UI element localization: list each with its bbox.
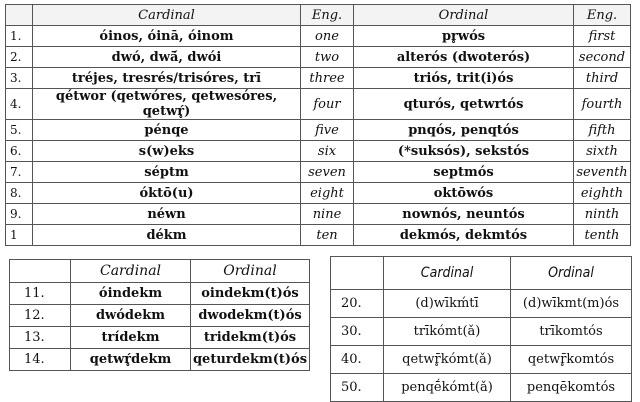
ordinal-cell: penqēkomtós [511,374,632,402]
cardinal-cell: dwó, dwā́, dwói [33,47,301,68]
header-cardinal: Cardinal [384,257,511,290]
row-number: 8. [6,183,33,204]
table-row [10,349,310,371]
row-number: 13. [10,327,71,349]
cardinal-cell: óinos, óinā, óinom [33,26,301,47]
ordinal-cell: qturós, qetwrtós [354,89,574,120]
ordinal-cell: alterós (dwoterós) [354,47,574,68]
cardinal-cell: (d)wīkḿtī [384,290,511,318]
ordinal-cell: (*suksós), sekstós [354,141,574,162]
table-row [331,290,632,318]
row-number: 50. [331,374,384,402]
ordinal-cell: oindekm(t)ós [191,283,310,305]
ordinal-cell: pr̥wós [354,26,574,47]
table-row [331,374,632,402]
english-ordinal-cell: second [574,47,631,68]
cardinal-cell: qetwr̥̄kómt(ǎ) [384,346,511,374]
header-cardinal: Cardinal [33,5,301,26]
header-english: Eng. [301,5,354,26]
header-number [10,260,71,283]
row-number: 20. [331,290,384,318]
ordinal-cell: tridekm(t)ós [191,327,310,349]
row-number: 4. [6,89,33,120]
english-cell: eight [301,183,354,204]
row-number: 14. [10,349,71,371]
cardinal-cell: óindekm [71,283,191,305]
ordinal-cell: dekmós, dekmtós [354,225,574,246]
ordinal-cell: nownós, neuntós [354,204,574,225]
cardinal-cell: tréjes, tresrés/trisóres, trī [33,68,301,89]
row-number: 1 [6,225,33,246]
row-number: 6. [6,141,33,162]
english-ordinal-cell: third [574,68,631,89]
table-header-row [331,257,632,290]
ordinal-cell: dwodekm(t)ós [191,305,310,327]
row-number: 9. [6,204,33,225]
cardinal-cell: óktō(u) [33,183,301,204]
row-number: 1. [6,26,33,47]
header-cardinal: Cardinal [71,260,191,283]
cardinal-cell: trīkómt(ǎ) [384,318,511,346]
row-number: 12. [10,305,71,327]
english-ordinal-cell: seventh [574,162,631,183]
cardinal-cell: dwódekm [71,305,191,327]
row-number: 3. [6,68,33,89]
table-row [331,346,632,374]
numerals-tens-table [330,256,632,402]
row-number: 40. [331,346,384,374]
header-number [331,257,384,290]
cardinal-cell: trídekm [71,327,191,349]
cardinal-cell: pénqe [33,120,301,141]
row-number: 11. [10,283,71,305]
cardinal-cell: penqḗkómt(ǎ) [384,374,511,402]
ordinal-cell: pnqós, penqtós [354,120,574,141]
table-row [6,225,631,246]
header-ordinal: Ordinal [354,5,574,26]
table-row [6,204,631,225]
ordinal-cell: (d)wīkmt(m)ós [511,290,632,318]
english-cell: two [301,47,354,68]
table-row [6,120,631,141]
english-cell: five [301,120,354,141]
english-ordinal-cell: first [574,26,631,47]
ordinal-cell: oktōwós [354,183,574,204]
table-row [6,162,631,183]
row-number: 5. [6,120,33,141]
table-row [10,327,310,349]
english-ordinal-cell: ninth [574,204,631,225]
cardinal-cell: néwn [33,204,301,225]
english-ordinal-cell: tenth [574,225,631,246]
ordinal-cell: septmós [354,162,574,183]
english-cell: nine [301,204,354,225]
table-row [6,68,631,89]
ordinal-cell: qeturdekm(t)ós [191,349,310,371]
ordinal-cell: triós, trit(i)ós [354,68,574,89]
table-row [6,183,631,204]
table-row [6,141,631,162]
english-ordinal-cell: sixth [574,141,631,162]
ordinal-cell: qetwr̥̄komtós [511,346,632,374]
english-cell: four [301,89,354,120]
header-english-ordinal: Eng. [574,5,631,26]
table-header-row [6,5,631,26]
cardinal-cell: dékm [33,225,301,246]
table-row [6,47,631,68]
cardinal-cell: qétwor (qetwóres, qetwesóres, qetwŕ̥) [33,89,301,120]
english-cell: six [301,141,354,162]
table-row [6,26,631,47]
english-ordinal-cell: fifth [574,120,631,141]
table-row [331,318,632,346]
table-row [10,305,310,327]
english-cell: seven [301,162,354,183]
cardinal-cell: séptm [33,162,301,183]
english-cell: three [301,68,354,89]
cardinal-cell: qetwŕ̥dekm [71,349,191,371]
numerals-teens-table [9,259,310,371]
header-number [6,5,33,26]
english-cell: one [301,26,354,47]
english-cell: ten [301,225,354,246]
numerals-main-table [5,4,631,246]
cardinal-cell: s(w)eks [33,141,301,162]
row-number: 2. [6,47,33,68]
table-row [6,89,631,120]
header-ordinal: Ordinal [511,257,632,290]
header-ordinal: Ordinal [191,260,310,283]
row-number: 7. [6,162,33,183]
ordinal-cell: trīkomtós [511,318,632,346]
row-number: 30. [331,318,384,346]
table-header-row [10,260,310,283]
table-row [10,283,310,305]
english-ordinal-cell: fourth [574,89,631,120]
english-ordinal-cell: eighth [574,183,631,204]
